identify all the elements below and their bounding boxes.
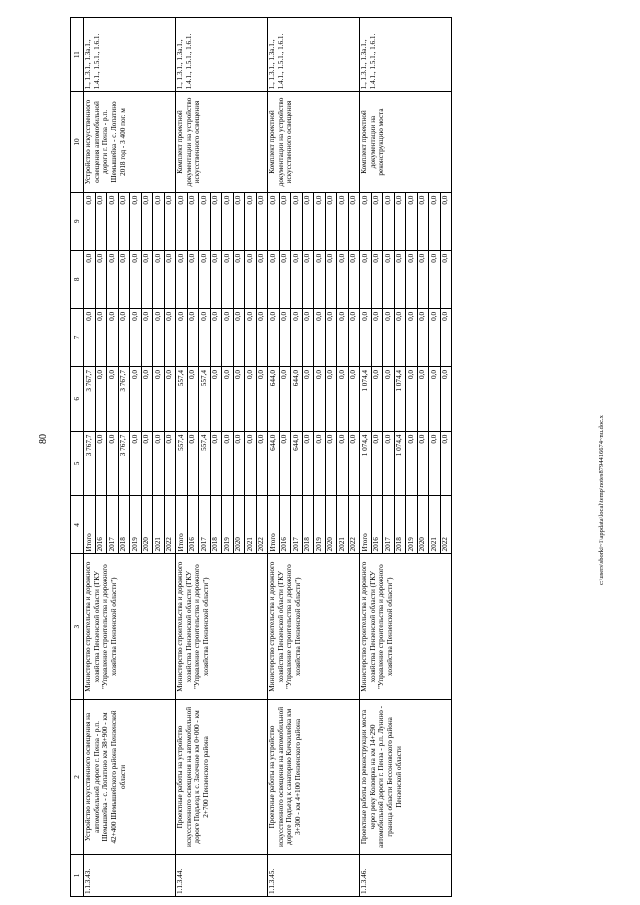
value-cell-c5: 0,0 <box>222 431 234 496</box>
value-cell-c8: 0,0 <box>84 250 96 308</box>
value-cell-c5: 644,0 <box>268 431 280 496</box>
measure-name: Проектные работы на устройство искусственного освещения на автомобильной дороге Подъезд к с. Засечное км 0+000 - км 2+700 Пензенского района <box>176 699 268 854</box>
value-cell-c9: 0,0 <box>348 192 360 250</box>
value-cell-c7: 0,0 <box>314 308 326 366</box>
value-cell-c6: 644,0 <box>268 367 280 432</box>
column-header-9: 9 <box>71 192 84 250</box>
value-cell-c9: 0,0 <box>84 192 96 250</box>
value-cell-c9: 0,0 <box>360 192 372 250</box>
year-cell: 2020 <box>325 496 337 554</box>
value-cell-c8: 0,0 <box>360 250 372 308</box>
row-id: 1.1.3.46. <box>360 855 452 897</box>
year-cell: 2019 <box>314 496 326 554</box>
year-cell: 2021 <box>337 496 349 554</box>
value-cell-c6: 0,0 <box>325 367 337 432</box>
value-cell-c9: 0,0 <box>383 192 395 250</box>
value-cell-c9: 0,0 <box>325 192 337 250</box>
value-cell-c6: 0,0 <box>210 367 222 432</box>
column-header-11: 11 <box>71 18 84 92</box>
value-cell-c8: 0,0 <box>371 250 383 308</box>
page-number: 80 <box>38 434 49 444</box>
year-cell: 2021 <box>429 496 441 554</box>
value-cell-c7: 0,0 <box>291 308 303 366</box>
value-cell-c6: 0,0 <box>371 367 383 432</box>
value-cell-c7: 0,0 <box>360 308 372 366</box>
value-cell-c8: 0,0 <box>383 250 395 308</box>
value-cell-c9: 0,0 <box>141 192 153 250</box>
value-cell-c9: 0,0 <box>406 192 418 250</box>
value-cell-c5: 0,0 <box>233 431 245 496</box>
value-cell-c7: 0,0 <box>199 308 211 366</box>
value-cell-c8: 0,0 <box>440 250 452 308</box>
value-cell-c9: 0,0 <box>107 192 119 250</box>
value-cell-c7: 0,0 <box>222 308 234 366</box>
value-cell-c9: 0,0 <box>164 192 176 250</box>
value-cell-c5: 3 767,7 <box>84 431 96 496</box>
value-cell-c8: 0,0 <box>164 250 176 308</box>
value-cell-c5: 0,0 <box>302 431 314 496</box>
value-cell-c7: 0,0 <box>256 308 268 366</box>
value-cell-c9: 0,0 <box>153 192 165 250</box>
value-cell-c9: 0,0 <box>130 192 142 250</box>
value-cell-c7: 0,0 <box>233 308 245 366</box>
year-cell: 2019 <box>222 496 234 554</box>
value-cell-c7: 0,0 <box>164 308 176 366</box>
value-cell-c8: 0,0 <box>210 250 222 308</box>
value-cell-c5: 0,0 <box>95 431 107 496</box>
value-cell-c8: 0,0 <box>406 250 418 308</box>
value-cell-c6: 0,0 <box>383 367 395 432</box>
value-cell-c7: 0,0 <box>383 308 395 366</box>
value-cell-c5: 557,4 <box>176 431 188 496</box>
value-cell-c9: 0,0 <box>233 192 245 250</box>
value-cell-c9: 0,0 <box>95 192 107 250</box>
year-cell: 2018 <box>302 496 314 554</box>
value-cell-c6: 557,4 <box>199 367 211 432</box>
value-cell-c5: 0,0 <box>429 431 441 496</box>
table-row <box>360 18 372 897</box>
table-row <box>84 18 96 897</box>
value-cell-c5: 0,0 <box>130 431 142 496</box>
row-id: 1.1.3.43. <box>84 855 176 897</box>
value-cell-c5: 0,0 <box>153 431 165 496</box>
value-cell-c8: 0,0 <box>222 250 234 308</box>
value-cell-c5: 0,0 <box>279 431 291 496</box>
value-cell-c6: 0,0 <box>417 367 429 432</box>
value-cell-c5: 0,0 <box>245 431 257 496</box>
value-cell-c6: 0,0 <box>233 367 245 432</box>
value-cell-c9: 0,0 <box>176 192 188 250</box>
value-cell-c8: 0,0 <box>256 250 268 308</box>
value-cell-c8: 0,0 <box>233 250 245 308</box>
value-cell-c7: 0,0 <box>141 308 153 366</box>
value-cell-c9: 0,0 <box>291 192 303 250</box>
value-cell-c7: 0,0 <box>176 308 188 366</box>
value-cell-c5: 3 767,7 <box>118 431 130 496</box>
indicator-refs: 1., 1.3.1., 1.3а.1., 1.4.1., 1.5.1., 1.6.1. <box>84 18 176 92</box>
value-cell-c8: 0,0 <box>314 250 326 308</box>
value-cell-c8: 0,0 <box>141 250 153 308</box>
value-cell-c8: 0,0 <box>153 250 165 308</box>
year-cell: Итого <box>84 496 96 554</box>
value-cell-c6: 0,0 <box>440 367 452 432</box>
value-cell-c5: 0,0 <box>314 431 326 496</box>
value-cell-c8: 0,0 <box>268 250 280 308</box>
year-cell: 2018 <box>118 496 130 554</box>
value-cell-c6: 0,0 <box>406 367 418 432</box>
value-cell-c8: 0,0 <box>348 250 360 308</box>
value-cell-c6: 557,4 <box>176 367 188 432</box>
value-cell-c7: 0,0 <box>394 308 406 366</box>
value-cell-c5: 0,0 <box>337 431 349 496</box>
value-cell-c5: 557,4 <box>199 431 211 496</box>
year-cell: Итого <box>268 496 280 554</box>
value-cell-c7: 0,0 <box>210 308 222 366</box>
measure-name: Проектные работы по реконструкции моста через реку Колоярка на км 14+290 автомобильной дороги г. Пенза - р.п. Лунино - граница области Бессоновского района Пензенской области <box>360 699 452 854</box>
value-cell-c5: 0,0 <box>164 431 176 496</box>
column-header-8: 8 <box>71 250 84 308</box>
executor: Министерство строительства и дорожного хозяйства Пензенской области (ГКУ "Управление строительства и дорожного хозяйства Пензенской области") <box>268 554 360 699</box>
value-cell-c5: 0,0 <box>371 431 383 496</box>
row-id: 1.1.3.45. <box>268 855 360 897</box>
value-cell-c7: 0,0 <box>337 308 349 366</box>
expected-result: Комплект проектной документации на устройство искусственного освещения <box>268 92 360 192</box>
value-cell-c6: 1 074,4 <box>360 367 372 432</box>
value-cell-c8: 0,0 <box>176 250 188 308</box>
expected-result: Комплект проектной документации на реконструкцию моста <box>360 92 452 192</box>
value-cell-c5: 0,0 <box>417 431 429 496</box>
value-cell-c6: 1 074,4 <box>394 367 406 432</box>
year-cell: 2016 <box>187 496 199 554</box>
year-cell: 2016 <box>279 496 291 554</box>
year-cell: 2016 <box>371 496 383 554</box>
value-cell-c8: 0,0 <box>118 250 130 308</box>
value-cell-c5: 0,0 <box>141 431 153 496</box>
value-cell-c8: 0,0 <box>302 250 314 308</box>
value-cell-c5: 0,0 <box>256 431 268 496</box>
value-cell-c7: 0,0 <box>95 308 107 366</box>
year-cell: 2021 <box>153 496 165 554</box>
year-cell: 2020 <box>233 496 245 554</box>
value-cell-c9: 0,0 <box>187 192 199 250</box>
value-cell-c6: 0,0 <box>302 367 314 432</box>
value-cell-c5: 0,0 <box>383 431 395 496</box>
value-cell-c7: 0,0 <box>302 308 314 366</box>
value-cell-c5: 0,0 <box>440 431 452 496</box>
value-cell-c7: 0,0 <box>440 308 452 366</box>
table-row <box>176 18 188 897</box>
value-cell-c6: 0,0 <box>337 367 349 432</box>
indicator-refs: 1., 1.3.1., 1.3а.1., 1.4.1., 1.5.1., 1.6.1. <box>268 18 360 92</box>
value-cell-c9: 0,0 <box>429 192 441 250</box>
value-cell-c8: 0,0 <box>394 250 406 308</box>
column-header-3: 3 <box>71 554 84 699</box>
year-cell: 2022 <box>256 496 268 554</box>
expected-result: Устройство искусственного освещения автомобильной дороги г. Пенза - р.п. Шемышейка - с. Лопатино 2018 год - 3 400 пог. м <box>84 92 176 192</box>
value-cell-c7: 0,0 <box>107 308 119 366</box>
year-cell: 2017 <box>383 496 395 554</box>
value-cell-c8: 0,0 <box>107 250 119 308</box>
value-cell-c5: 0,0 <box>348 431 360 496</box>
year-cell: 2020 <box>417 496 429 554</box>
value-cell-c7: 0,0 <box>371 308 383 366</box>
value-cell-c9: 0,0 <box>210 192 222 250</box>
value-cell-c7: 0,0 <box>187 308 199 366</box>
header-row <box>71 18 84 897</box>
indicator-refs: 1., 1.3.1., 1.3а.1., 1.4.1., 1.5.1., 1.6.1. <box>176 18 268 92</box>
value-cell-c7: 0,0 <box>153 308 165 366</box>
value-cell-c6: 3 767,7 <box>118 367 130 432</box>
value-cell-c7: 0,0 <box>429 308 441 366</box>
value-cell-c5: 1 074,4 <box>360 431 372 496</box>
value-cell-c5: 0,0 <box>107 431 119 496</box>
year-cell: 2019 <box>406 496 418 554</box>
year-cell: Итого <box>360 496 372 554</box>
value-cell-c8: 0,0 <box>279 250 291 308</box>
value-cell-c8: 0,0 <box>130 250 142 308</box>
year-cell: 2021 <box>245 496 257 554</box>
value-cell-c6: 0,0 <box>164 367 176 432</box>
measure-name: Устройство искусственного освещения на автомобильной дороге г. Пенза - р.п. Шемышейка - с. Лопатино км 38+900 - км 42+400 Шемышейского района Пензенской области <box>84 699 176 854</box>
measure-name: Проектные работы на устройство искусственного освещения на автомобильной дороге Подъезд к санаторию Кичкилейка км 3+300 - км 4+100 Пензенского района <box>268 699 360 854</box>
value-cell-c9: 0,0 <box>222 192 234 250</box>
expected-result: Комплект проектной документации на устройство искусственного освещения <box>176 92 268 192</box>
value-cell-c6: 0,0 <box>130 367 142 432</box>
value-cell-c6: 0,0 <box>141 367 153 432</box>
value-cell-c8: 0,0 <box>325 250 337 308</box>
value-cell-c7: 0,0 <box>348 308 360 366</box>
value-cell-c6: 0,0 <box>222 367 234 432</box>
year-cell: Итого <box>176 496 188 554</box>
column-header-5: 5 <box>71 431 84 496</box>
value-cell-c6: 0,0 <box>153 367 165 432</box>
value-cell-c5: 0,0 <box>325 431 337 496</box>
value-cell-c9: 0,0 <box>314 192 326 250</box>
value-cell-c7: 0,0 <box>406 308 418 366</box>
value-cell-c5: 644,0 <box>291 431 303 496</box>
value-cell-c9: 0,0 <box>118 192 130 250</box>
value-cell-c6: 0,0 <box>187 367 199 432</box>
value-cell-c9: 0,0 <box>371 192 383 250</box>
value-cell-c9: 0,0 <box>440 192 452 250</box>
value-cell-c7: 0,0 <box>268 308 280 366</box>
value-cell-c7: 0,0 <box>325 308 337 366</box>
value-cell-c6: 0,0 <box>279 367 291 432</box>
value-cell-c8: 0,0 <box>429 250 441 308</box>
year-cell: 2020 <box>141 496 153 554</box>
value-cell-c7: 0,0 <box>245 308 257 366</box>
column-header-10: 10 <box>71 92 84 192</box>
value-cell-c6: 0,0 <box>245 367 257 432</box>
value-cell-c9: 0,0 <box>337 192 349 250</box>
year-cell: 2017 <box>107 496 119 554</box>
value-cell-c9: 0,0 <box>279 192 291 250</box>
table-row <box>268 18 280 897</box>
value-cell-c6: 0,0 <box>429 367 441 432</box>
value-cell-c5: 0,0 <box>406 431 418 496</box>
value-cell-c6: 644,0 <box>291 367 303 432</box>
indicator-refs: 1., 1.3.1., 1.3а.1., 1.4.1., 1.5.1., 1.6.1. <box>360 18 452 92</box>
value-cell-c7: 0,0 <box>417 308 429 366</box>
value-cell-c8: 0,0 <box>245 250 257 308</box>
value-cell-c7: 0,0 <box>118 308 130 366</box>
value-cell-c9: 0,0 <box>199 192 211 250</box>
column-header-2: 2 <box>71 699 84 854</box>
year-cell: 2022 <box>440 496 452 554</box>
value-cell-c7: 0,0 <box>84 308 96 366</box>
value-cell-c8: 0,0 <box>95 250 107 308</box>
value-cell-c7: 0,0 <box>279 308 291 366</box>
value-cell-c5: 1 074,4 <box>394 431 406 496</box>
value-cell-c9: 0,0 <box>394 192 406 250</box>
value-cell-c9: 0,0 <box>256 192 268 250</box>
value-cell-c8: 0,0 <box>417 250 429 308</box>
value-cell-c9: 0,0 <box>245 192 257 250</box>
year-cell: 2022 <box>348 496 360 554</box>
value-cell-c9: 0,0 <box>417 192 429 250</box>
value-cell-c6: 0,0 <box>314 367 326 432</box>
executor: Министерство строительства и дорожного хозяйства Пензенской области (ГКУ "Управление строительства и дорожного хозяйства Пензенской области") <box>176 554 268 699</box>
year-cell: 2018 <box>394 496 406 554</box>
value-cell-c5: 0,0 <box>210 431 222 496</box>
column-header-7: 7 <box>71 308 84 366</box>
column-header-6: 6 <box>71 367 84 432</box>
year-cell: 2016 <box>95 496 107 554</box>
year-cell: 2017 <box>199 496 211 554</box>
value-cell-c6: 3 767,7 <box>84 367 96 432</box>
value-cell-c6: 0,0 <box>256 367 268 432</box>
program-table-container <box>70 17 615 897</box>
value-cell-c6: 0,0 <box>107 367 119 432</box>
year-cell: 2017 <box>291 496 303 554</box>
executor: Министерство строительства и дорожного хозяйства Пензенской области (ГКУ "Управление строительства и дорожного хозяйства Пензенской области") <box>84 554 176 699</box>
value-cell-c8: 0,0 <box>337 250 349 308</box>
year-cell: 2022 <box>164 496 176 554</box>
value-cell-c8: 0,0 <box>291 250 303 308</box>
value-cell-c5: 0,0 <box>187 431 199 496</box>
value-cell-c7: 0,0 <box>130 308 142 366</box>
value-cell-c9: 0,0 <box>268 192 280 250</box>
year-cell: 2019 <box>130 496 142 554</box>
footer-path: c:\users\sborki~1\appdata\local\temp\notes8794416674~nu.doc.x <box>598 415 605 585</box>
executor: Министерство строительства и дорожного хозяйства Пензенской области (ГКУ "Управление строительства и дорожного хозяйства Пензенской области") <box>360 554 452 699</box>
program-table <box>70 17 452 897</box>
year-cell: 2018 <box>210 496 222 554</box>
value-cell-c6: 0,0 <box>95 367 107 432</box>
value-cell-c8: 0,0 <box>187 250 199 308</box>
row-id: 1.1.3.44. <box>176 855 268 897</box>
column-header-4: 4 <box>71 496 84 554</box>
value-cell-c8: 0,0 <box>199 250 211 308</box>
table-body <box>84 18 452 897</box>
value-cell-c6: 0,0 <box>348 367 360 432</box>
value-cell-c9: 0,0 <box>302 192 314 250</box>
column-header-1: 1 <box>71 855 84 897</box>
